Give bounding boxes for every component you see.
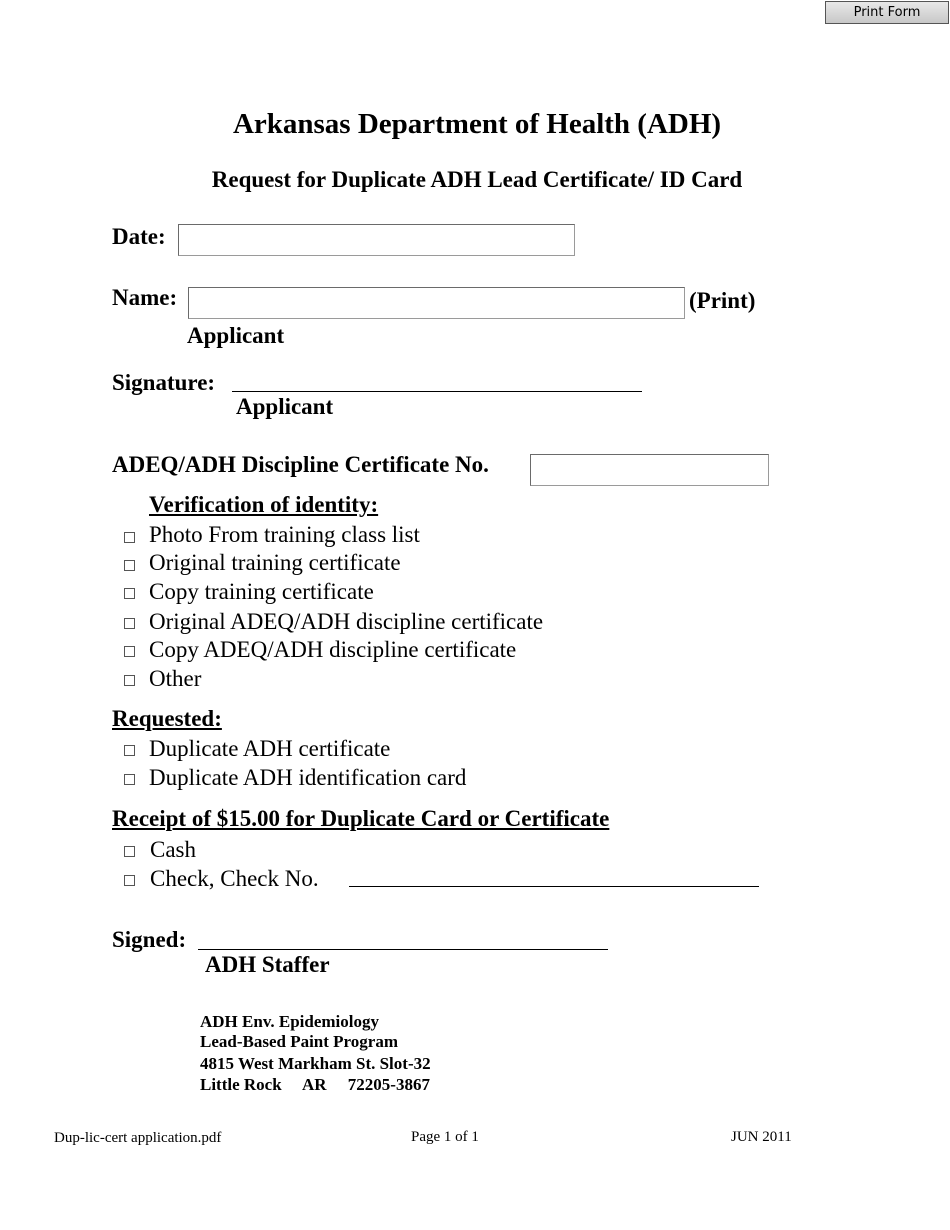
name-label: Name: bbox=[112, 285, 178, 310]
requested-heading: Requested: bbox=[112, 706, 222, 731]
checkbox-original-training[interactable] bbox=[124, 560, 135, 571]
option-label: Other bbox=[149, 666, 202, 691]
address-line-3: 4815 West Markham St. Slot-32 bbox=[200, 1054, 431, 1073]
footer-page-number: Page 1 of 1 bbox=[411, 1129, 479, 1145]
signature-caption: Applicant bbox=[236, 394, 334, 419]
address-line-2: Lead-Based Paint Program bbox=[200, 1032, 399, 1051]
option-label: Photo From training class list bbox=[149, 522, 420, 547]
footer-filename: Dup-lic-cert application.pdf bbox=[54, 1130, 222, 1146]
page-title: Arkansas Department of Health (ADH) bbox=[232, 108, 722, 140]
option-label: Copy ADEQ/ADH discipline certificate bbox=[149, 637, 517, 662]
address-line-1: ADH Env. Epidemiology bbox=[200, 1012, 380, 1031]
checkbox-check[interactable] bbox=[124, 875, 135, 886]
signed-line bbox=[198, 949, 608, 950]
check-number-line bbox=[349, 886, 759, 887]
signed-label: Signed: bbox=[112, 927, 187, 952]
checkbox-duplicate-certificate[interactable] bbox=[124, 745, 135, 756]
option-label: Original ADEQ/ADH discipline certificate bbox=[149, 609, 544, 634]
checkbox-original-adeq[interactable] bbox=[124, 618, 135, 629]
checkbox-cash[interactable] bbox=[124, 846, 135, 857]
cert-no-input[interactable] bbox=[530, 454, 769, 486]
option-label: Duplicate ADH identification card bbox=[149, 765, 467, 790]
date-label: Date: bbox=[112, 224, 166, 249]
checkbox-copy-adeq[interactable] bbox=[124, 646, 135, 657]
option-label: Copy training certificate bbox=[149, 579, 374, 604]
checkbox-duplicate-id-card[interactable] bbox=[124, 774, 135, 785]
check-label: Check, Check No. bbox=[150, 866, 319, 891]
footer-date: JUN 2011 bbox=[731, 1129, 792, 1145]
verification-heading: Verification of identity: bbox=[149, 492, 379, 517]
cash-label: Cash bbox=[150, 837, 196, 862]
cert-no-label: ADEQ/ADH Discipline Certificate No. bbox=[112, 452, 489, 477]
signed-caption: ADH Staffer bbox=[205, 952, 330, 977]
checkbox-copy-training[interactable] bbox=[124, 588, 135, 599]
name-caption: Applicant bbox=[187, 323, 285, 348]
option-label: Original training certificate bbox=[149, 550, 401, 575]
address-line-4: Little Rock AR 72205-3867 bbox=[200, 1075, 430, 1094]
date-input[interactable] bbox=[178, 224, 575, 256]
signature-line bbox=[232, 391, 642, 392]
option-label: Duplicate ADH certificate bbox=[149, 736, 391, 761]
checkbox-other[interactable] bbox=[124, 675, 135, 686]
print-hint: (Print) bbox=[689, 288, 756, 313]
checkbox-photo[interactable] bbox=[124, 532, 135, 543]
form-subtitle: Request for Duplicate ADH Lead Certificate/ ID Card bbox=[211, 167, 743, 192]
print-form-button[interactable]: Print Form bbox=[825, 1, 949, 24]
signature-label: Signature: bbox=[112, 370, 216, 395]
receipt-heading: Receipt of $15.00 for Duplicate Card or Certificate bbox=[112, 806, 610, 831]
name-input[interactable] bbox=[188, 287, 685, 319]
